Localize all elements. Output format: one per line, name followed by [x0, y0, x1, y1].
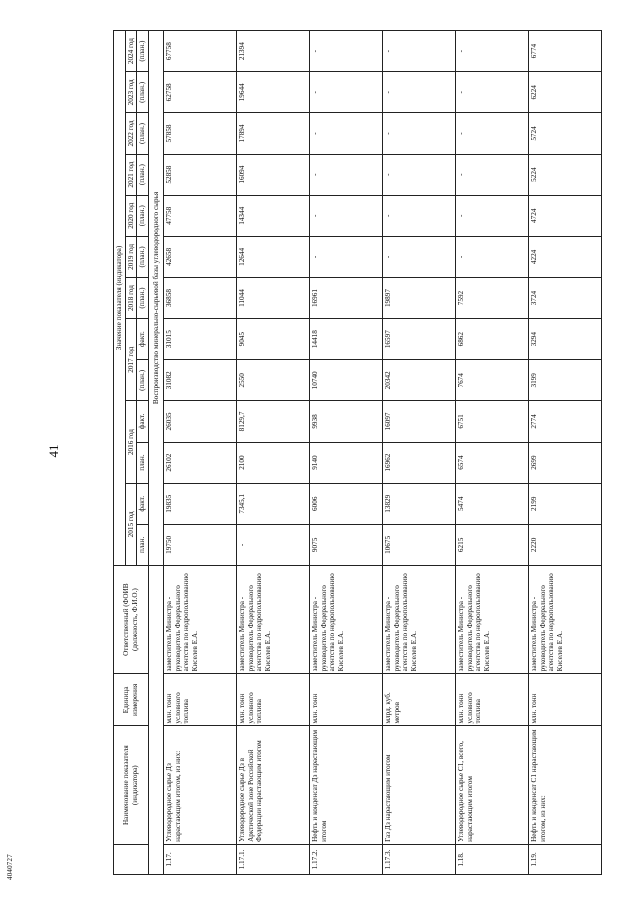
value-cell: 31082 — [163, 360, 236, 401]
value-cell: 19835 — [163, 483, 236, 524]
value-cell: 6215 — [455, 524, 528, 565]
value-cell: 62758 — [163, 72, 236, 113]
value-cell: 5224 — [528, 154, 601, 195]
unit-cell: млн. тонн условного топлива — [455, 674, 528, 726]
value-cell: 2100 — [236, 442, 309, 483]
header-indicator-name: Наименование показателя (индикатора) — [114, 726, 149, 844]
header-year: 2017 год — [125, 319, 137, 401]
value-cell: 16097 — [382, 401, 455, 442]
header-year-subcolumn: (план.) — [137, 154, 149, 195]
value-cell: - — [455, 195, 528, 236]
value-cell: 3724 — [528, 277, 601, 318]
value-cell: 5474 — [455, 483, 528, 524]
responsible-cell: заместитель Министра - руководитель Федерального агентства по недропользованию Киселев Е.А. — [163, 565, 236, 673]
value-cell: - — [455, 154, 528, 195]
value-cell: - — [382, 236, 455, 277]
row-number: 1.19. — [528, 844, 601, 874]
table-row — [309, 31, 382, 875]
table-header — [114, 31, 149, 875]
value-cell: 16962 — [382, 442, 455, 483]
value-cell: 7674 — [455, 360, 528, 401]
value-cell: 67758 — [163, 31, 236, 72]
value-cell: - — [236, 524, 309, 565]
header-number — [114, 844, 149, 874]
value-cell: - — [309, 31, 382, 72]
header-values: Значение показателя (индикатора) — [114, 31, 126, 566]
document-code: 4040727 — [6, 854, 14, 880]
value-cell: - — [382, 195, 455, 236]
value-cell: - — [382, 72, 455, 113]
row-number: 1.17.2. — [309, 844, 382, 874]
rotated-table-sheet — [113, 30, 638, 875]
value-cell: 3199 — [528, 360, 601, 401]
header-year-subcolumn: (план.) — [137, 236, 149, 277]
table-row — [163, 31, 236, 875]
header-year: 2021 год — [125, 154, 137, 195]
value-cell: 2199 — [528, 483, 601, 524]
indicator-name: Углеводородное сырье Дз нарастающим итогом, из них: — [163, 726, 236, 844]
value-cell: 6224 — [528, 72, 601, 113]
value-cell: 2699 — [528, 442, 601, 483]
header-year-subcolumn: факт. — [137, 483, 149, 524]
header-year-subcolumn: (план.) — [137, 31, 149, 72]
header-year-subcolumn: факт. — [137, 319, 149, 360]
row-number: 1.17. — [163, 844, 236, 874]
unit-cell: млн. тонн — [528, 674, 601, 726]
value-cell: - — [455, 72, 528, 113]
value-cell: 9140 — [309, 442, 382, 483]
value-cell: 14344 — [236, 195, 309, 236]
value-cell: 10675 — [382, 524, 455, 565]
header-year-subcolumn: план. — [137, 524, 149, 565]
value-cell: 4724 — [528, 195, 601, 236]
header-year: 2019 год — [125, 236, 137, 277]
value-cell: 5724 — [528, 113, 601, 154]
header-responsible: Ответственный (ФОИВ (должность, Ф.И.О.) — [114, 565, 149, 673]
indicator-name: Нефть и конденсат С1 нарастающим итогом, из них: — [528, 726, 601, 844]
value-cell: 14418 — [309, 319, 382, 360]
value-cell: 57858 — [163, 113, 236, 154]
table-row — [455, 31, 528, 875]
header-year-subcolumn: план. — [137, 442, 149, 483]
header-year-subcolumn: (план.) — [137, 72, 149, 113]
value-cell: 26102 — [163, 442, 236, 483]
responsible-cell: заместитель Министра - руководитель Федерального агентства по недропользованию Киселев Е.А. — [309, 565, 382, 673]
value-cell: - — [309, 72, 382, 113]
responsible-cell: заместитель Министра - руководитель Федерального агентства по недропользованию Киселев Е.А. — [382, 565, 455, 673]
unit-cell: млн. тонн — [309, 674, 382, 726]
header-year-subcolumn: (план.) — [137, 360, 149, 401]
value-cell: 52858 — [163, 154, 236, 195]
value-cell: 7592 — [455, 277, 528, 318]
header-year: 2020 год — [125, 195, 137, 236]
header-year: 2023 год — [125, 72, 137, 113]
value-cell: 36858 — [163, 277, 236, 318]
value-cell: 9938 — [309, 401, 382, 442]
row-number: 1.17.3. — [382, 844, 455, 874]
value-cell: 20342 — [382, 360, 455, 401]
unit-cell: млрд. куб. метров — [382, 674, 455, 726]
value-cell: 16597 — [382, 319, 455, 360]
table-row — [528, 31, 601, 875]
header-year-subcolumn: (план.) — [137, 195, 149, 236]
section-row — [148, 31, 163, 875]
value-cell: 2220 — [528, 524, 601, 565]
value-cell: 21394 — [236, 31, 309, 72]
unit-cell: млн. тонн условного топлива — [163, 674, 236, 726]
responsible-cell: заместитель Министра - руководитель Федерального агентства по недропользованию Киселев Е.А. — [455, 565, 528, 673]
table-row — [236, 31, 309, 875]
header-year: 2022 год — [125, 113, 137, 154]
value-cell: 9045 — [236, 319, 309, 360]
value-cell: 7345,1 — [236, 483, 309, 524]
value-cell: 6574 — [455, 442, 528, 483]
row-number: 1.18. — [455, 844, 528, 874]
value-cell: 26035 — [163, 401, 236, 442]
responsible-cell: заместитель Министра - руководитель Федерального агентства по недропользованию Киселев Е.А. — [528, 565, 601, 673]
value-cell: - — [309, 236, 382, 277]
value-cell: 6774 — [528, 31, 601, 72]
value-cell: 12644 — [236, 236, 309, 277]
header-year: 2016 год — [125, 401, 137, 483]
value-cell: 11044 — [236, 277, 309, 318]
header-year-subcolumn: (план.) — [137, 277, 149, 318]
header-year: 2024 год — [125, 31, 137, 72]
value-cell: 6862 — [455, 319, 528, 360]
value-cell: - — [455, 236, 528, 277]
value-cell: 19750 — [163, 524, 236, 565]
page-number: 41 — [46, 444, 61, 458]
value-cell: - — [455, 31, 528, 72]
section-title: Воспроизводство минерально-сырьевой базы углеводородного сырья — [148, 31, 163, 566]
value-cell: 16961 — [309, 277, 382, 318]
value-cell: 13829 — [382, 483, 455, 524]
header-year: 2018 год — [125, 277, 137, 318]
value-cell: - — [309, 113, 382, 154]
value-cell: - — [382, 31, 455, 72]
value-cell: 6751 — [455, 401, 528, 442]
value-cell: 2550 — [236, 360, 309, 401]
header-year-subcolumn: факт. — [137, 401, 149, 442]
header-year-subcolumn: (план.) — [137, 113, 149, 154]
value-cell: 9075 — [309, 524, 382, 565]
responsible-cell: заместитель Министра - руководитель Федерального агентства по недропользованию Киселев Е.А. — [236, 565, 309, 673]
value-cell: 8129,7 — [236, 401, 309, 442]
indicator-name: Углеводородное сырье Дз в Арктической зоне Российской Федерации нарастающим итогом — [236, 726, 309, 844]
value-cell: - — [382, 113, 455, 154]
value-cell: 31015 — [163, 319, 236, 360]
value-cell: 3294 — [528, 319, 601, 360]
value-cell: - — [309, 154, 382, 195]
header-unit: Единица измерения — [114, 674, 149, 726]
row-number: 1.17.1. — [236, 844, 309, 874]
value-cell: 10740 — [309, 360, 382, 401]
indicator-name: Углеводородное сырье С1, всего, нарастающим итогом — [455, 726, 528, 844]
indicators-table — [113, 30, 602, 875]
value-cell: - — [382, 154, 455, 195]
value-cell: - — [455, 113, 528, 154]
value-cell: 4224 — [528, 236, 601, 277]
value-cell: 47758 — [163, 195, 236, 236]
value-cell: 2774 — [528, 401, 601, 442]
value-cell: 19897 — [382, 277, 455, 318]
value-cell: 19644 — [236, 72, 309, 113]
value-cell: - — [309, 195, 382, 236]
indicator-name: Нефть и конденсат Дз нарастающим итогом — [309, 726, 382, 844]
table-row — [382, 31, 455, 875]
value-cell: 6006 — [309, 483, 382, 524]
value-cell: 16094 — [236, 154, 309, 195]
value-cell: 42658 — [163, 236, 236, 277]
table-body — [148, 31, 601, 875]
header-year: 2015 год — [125, 483, 137, 565]
section-blank-cell — [148, 565, 163, 874]
unit-cell: млн. тонн условного топлива — [236, 674, 309, 726]
value-cell: 17894 — [236, 113, 309, 154]
indicator-name: Газ Дз нарастающим итогом — [382, 726, 455, 844]
